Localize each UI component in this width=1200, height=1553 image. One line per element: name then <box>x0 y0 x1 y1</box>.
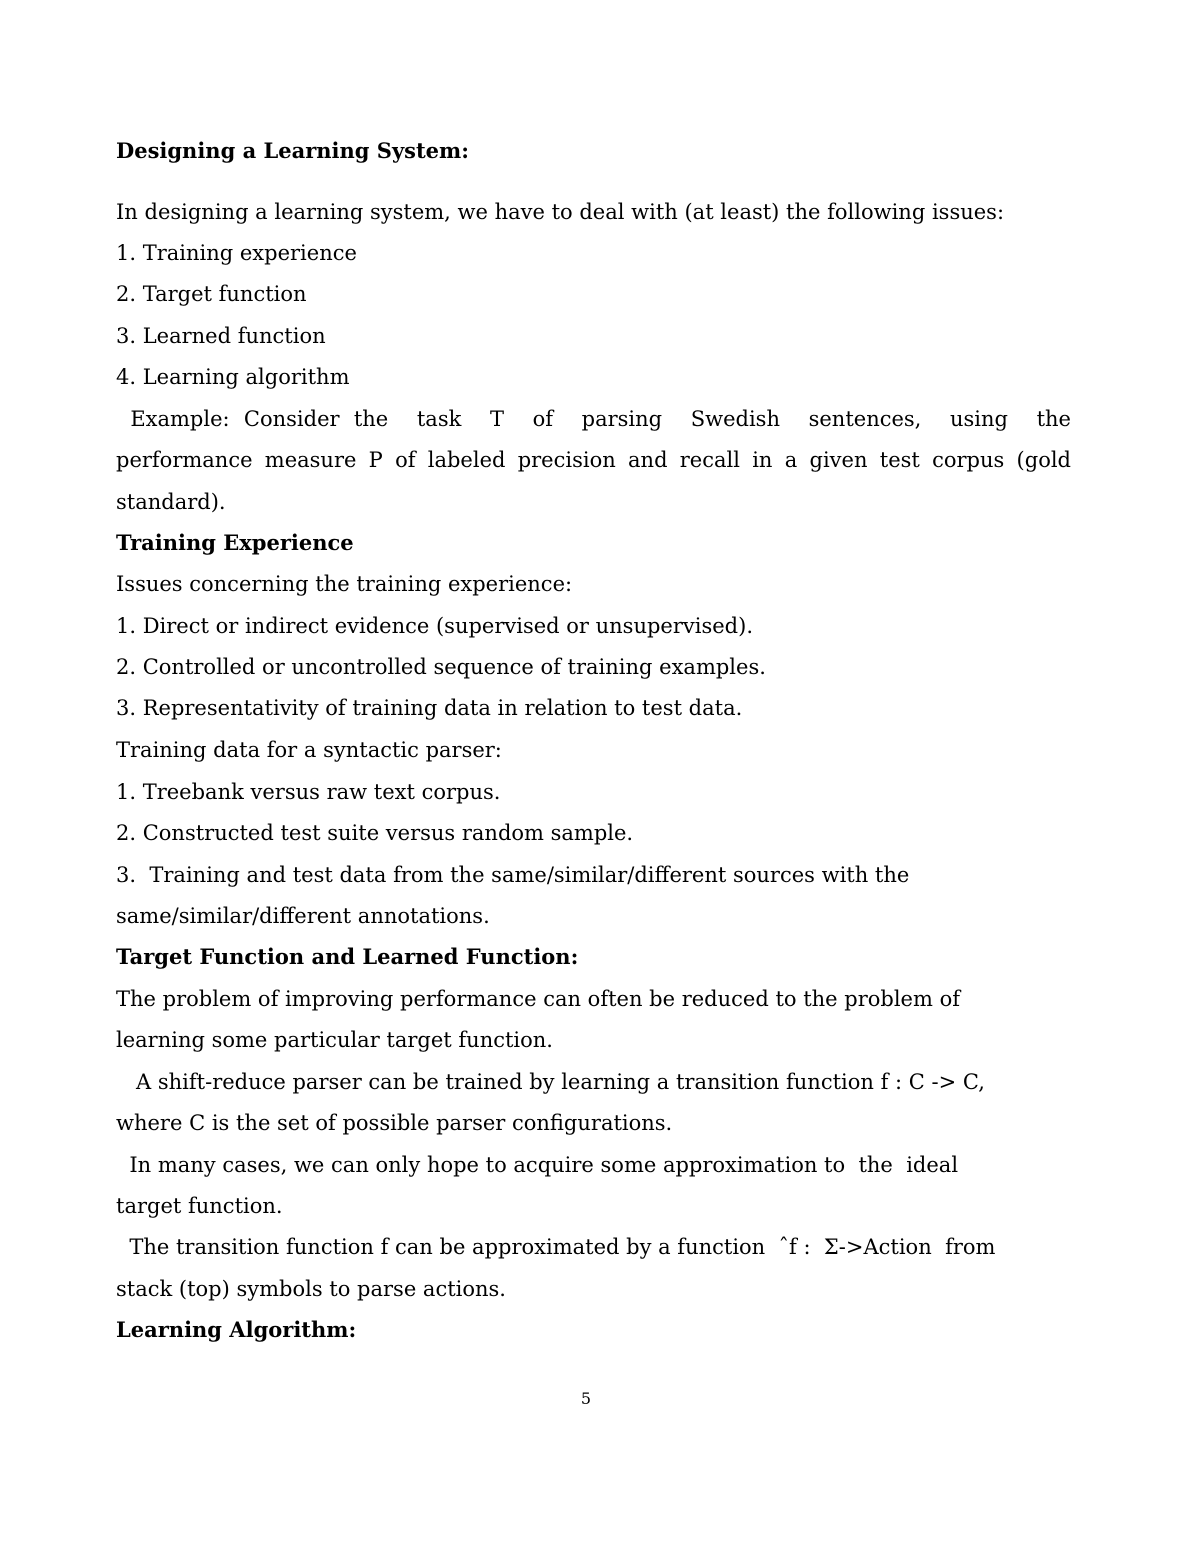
training-data-item: same/similar/different annotations. <box>116 904 490 928</box>
target-function-line: target function. <box>116 1194 283 1218</box>
example-line-2: performance measure P of labeled precision and recall in a given test corpus (gold <box>116 448 1071 472</box>
training-data-item: 1. Treebank versus raw text corpus. <box>116 780 501 804</box>
example-line-1: Example: Consider the task T of parsing Swedish sentences, using the <box>116 407 1071 431</box>
training-experience-intro: Issues concerning the training experience: <box>116 572 573 596</box>
issue-item: 3. Learned function <box>116 324 326 348</box>
training-data-item: 2. Constructed test suite versus random sample. <box>116 821 634 845</box>
page-heading: Designing a Learning System: <box>116 138 470 163</box>
issue-item: 2. Target function <box>116 282 307 306</box>
target-function-line: A shift-reduce parser can be trained by learning a transition function f : C -> C, <box>116 1070 985 1094</box>
issue-item: 4. Learning algorithm <box>116 365 350 389</box>
section-heading-learning-algorithm: Learning Algorithm: <box>116 1317 357 1342</box>
training-experience-item: 1. Direct or indirect evidence (supervised or unsupervised). <box>116 614 753 638</box>
target-function-line: In many cases, we can only hope to acquire some approximation to the ideal <box>116 1153 959 1177</box>
section-heading-training-experience: Training Experience <box>116 530 354 555</box>
target-function-line: The problem of improving performance can often be reduced to the problem of <box>116 987 960 1011</box>
section-heading-target-function: Target Function and Learned Function: <box>116 944 579 969</box>
target-function-line: The transition function f can be approximated by a function ˆf : Σ->Action from <box>116 1235 996 1259</box>
issue-item: 1. Training experience <box>116 241 357 265</box>
target-function-line: learning some particular target function. <box>116 1028 553 1052</box>
training-experience-item: 2. Controlled or uncontrolled sequence of training examples. <box>116 655 766 679</box>
training-data-item: 3. Training and test data from the same/similar/different sources with the <box>116 863 910 887</box>
intro-text: In designing a learning system, we have to deal with (at least) the following issues: <box>116 200 1005 224</box>
example-line-3: standard). <box>116 490 226 514</box>
target-function-line: where C is the set of possible parser configurations. <box>116 1111 673 1135</box>
training-experience-item: 3. Representativity of training data in relation to test data. <box>116 696 743 720</box>
training-data-intro: Training data for a syntactic parser: <box>116 738 502 762</box>
target-function-line: stack (top) symbols to parse actions. <box>116 1277 506 1301</box>
page-number: 5 <box>580 1389 592 1408</box>
